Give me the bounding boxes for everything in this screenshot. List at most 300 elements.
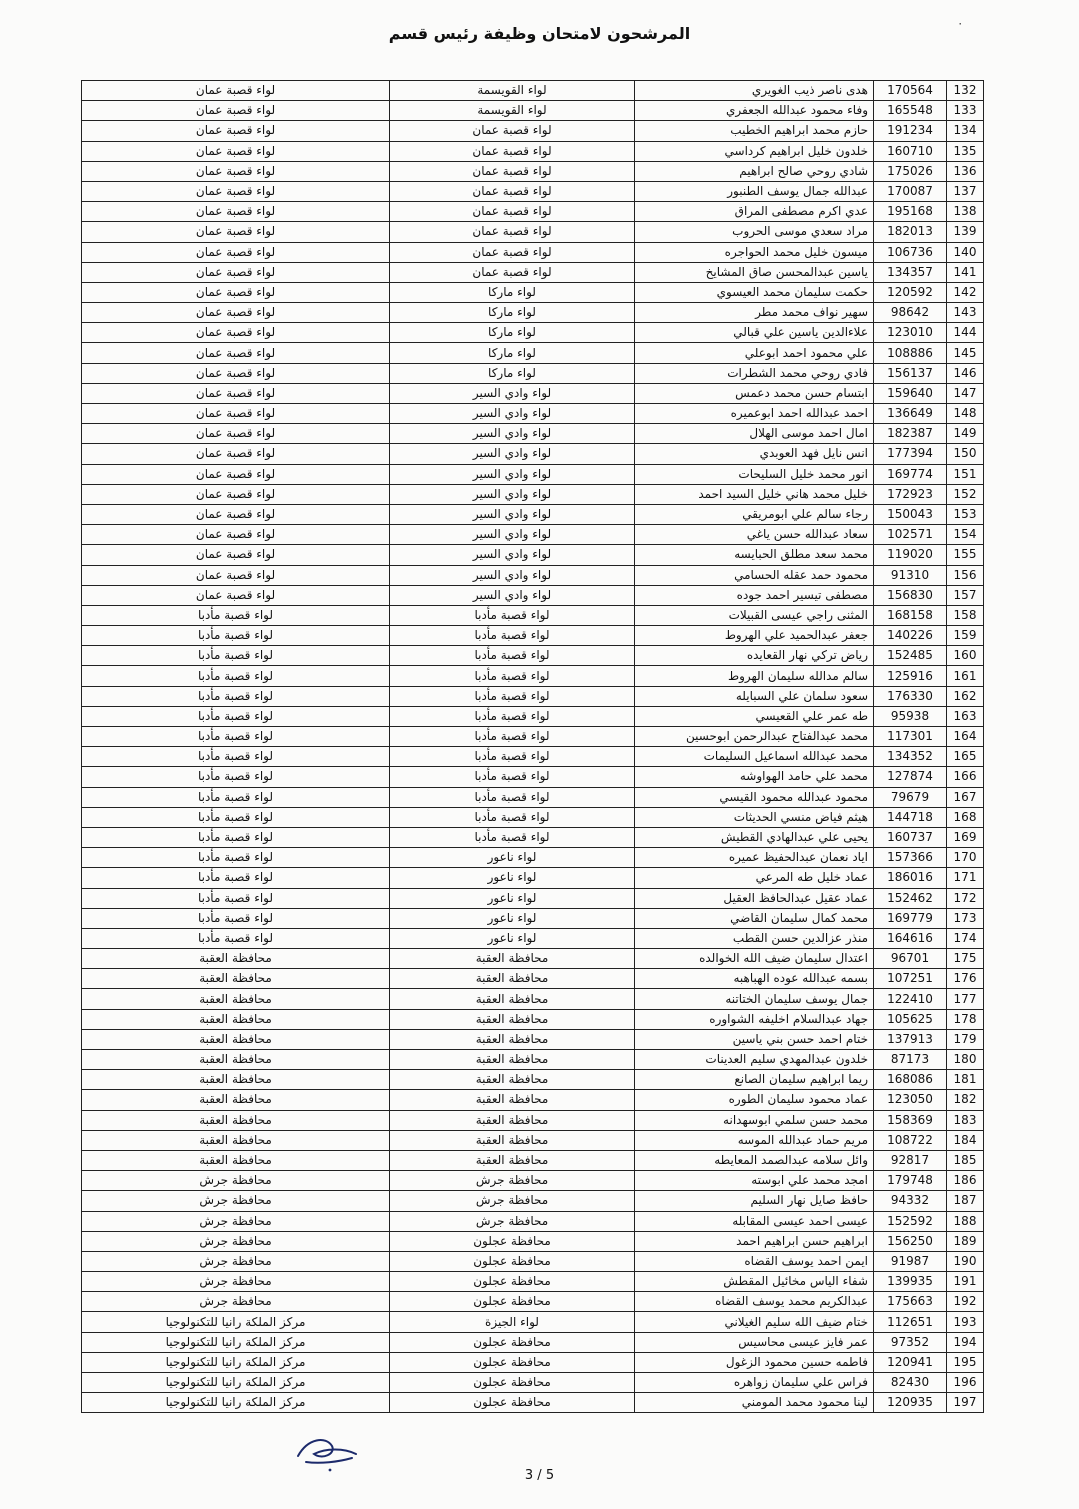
- candidate-id-cell: 160710: [874, 141, 947, 161]
- district-cell: لواء ناعور: [390, 868, 635, 888]
- candidate-id-cell: 108886: [874, 343, 947, 363]
- candidate-id-cell: 165548: [874, 101, 947, 121]
- table-row: [82, 686, 984, 706]
- exam-center-cell: لواء قصبة عمان: [82, 81, 390, 101]
- exam-center-cell: لواء قصبة عمان: [82, 545, 390, 565]
- table-row: [82, 202, 984, 222]
- table-row: [82, 1110, 984, 1130]
- exam-center-cell: لواء قصبة عمان: [82, 282, 390, 302]
- candidate-id-cell: 120935: [874, 1393, 947, 1413]
- candidate-name-cell: طه عمر علي القعيسي: [635, 706, 874, 726]
- candidate-name-cell: اعتدال سليمان ضيف الله الخوالده: [635, 949, 874, 969]
- table-row: [82, 101, 984, 121]
- candidate-name-cell: ايمن احمد يوسف القضاه: [635, 1251, 874, 1271]
- table-row: [82, 727, 984, 747]
- district-cell: محافظة العقبة: [390, 1050, 635, 1070]
- row-number-cell: 151: [947, 464, 984, 484]
- table-row: [82, 1130, 984, 1150]
- candidate-name-cell: علاءالدين ياسين علي قبالي: [635, 323, 874, 343]
- candidate-id-cell: 92817: [874, 1150, 947, 1170]
- district-cell: لواء وادي السير: [390, 565, 635, 585]
- candidate-name-cell: محمود حمد عقله الحسامي: [635, 565, 874, 585]
- exam-center-cell: محافظة العقبة: [82, 1050, 390, 1070]
- table-row: [82, 1332, 984, 1352]
- district-cell: لواء قصبة مأدبا: [390, 767, 635, 787]
- candidate-id-cell: 175026: [874, 161, 947, 181]
- row-number-cell: 136: [947, 161, 984, 181]
- exam-center-cell: محافظة جرش: [82, 1191, 390, 1211]
- row-number-cell: 182: [947, 1090, 984, 1110]
- district-cell: لواء قصبة عمان: [390, 161, 635, 181]
- exam-center-cell: لواء قصبة عمان: [82, 343, 390, 363]
- exam-center-cell: مركز الملكة رانيا للتكنولوجيا: [82, 1312, 390, 1332]
- row-number-cell: 157: [947, 585, 984, 605]
- candidate-name-cell: خلدون خليل ابراهيم كرداسي: [635, 141, 874, 161]
- candidate-name-cell: خلدون عبدالمهدي سليم العدينات: [635, 1050, 874, 1070]
- table-row: [82, 747, 984, 767]
- row-number-cell: 191: [947, 1272, 984, 1292]
- table-row: [82, 444, 984, 464]
- page-title: المرشحون لامتحان وظيفة رئيس قسم: [388, 24, 691, 43]
- candidate-name-cell: انور محمد خليل السليحات: [635, 464, 874, 484]
- exam-center-cell: لواء قصبة عمان: [82, 262, 390, 282]
- candidate-name-cell: حازم محمد ابراهيم الخطيب: [635, 121, 874, 141]
- candidate-name-cell: وائل سلامه عبدالصمد المعايطه: [635, 1150, 874, 1170]
- candidate-id-cell: 108722: [874, 1130, 947, 1150]
- candidate-name-cell: امجد محمد علي ابوسته: [635, 1171, 874, 1191]
- candidate-id-cell: 157366: [874, 848, 947, 868]
- candidate-name-cell: فاطمه حسين محمود الزغول: [635, 1352, 874, 1372]
- exam-center-cell: لواء قصبة مأدبا: [82, 727, 390, 747]
- district-cell: محافظة جرش: [390, 1191, 635, 1211]
- candidate-id-cell: 156830: [874, 585, 947, 605]
- table-row: [82, 646, 984, 666]
- candidate-id-cell: 105625: [874, 1009, 947, 1029]
- candidate-id-cell: 112651: [874, 1312, 947, 1332]
- candidate-name-cell: سهير نواف محمد مطر: [635, 303, 874, 323]
- exam-center-cell: لواء قصبة مأدبا: [82, 626, 390, 646]
- row-number-cell: 138: [947, 202, 984, 222]
- table-row: [82, 343, 984, 363]
- candidate-id-cell: 186016: [874, 868, 947, 888]
- candidate-id-cell: 140226: [874, 626, 947, 646]
- candidate-id-cell: 120592: [874, 282, 947, 302]
- exam-center-cell: لواء قصبة مأدبا: [82, 827, 390, 847]
- table-row: [82, 545, 984, 565]
- candidate-id-cell: 170087: [874, 181, 947, 201]
- district-cell: لواء وادي السير: [390, 383, 635, 403]
- table-row: [82, 787, 984, 807]
- candidate-id-cell: 123050: [874, 1090, 947, 1110]
- row-number-cell: 173: [947, 908, 984, 928]
- candidate-name-cell: عبدالله جمال يوسف الطنبور: [635, 181, 874, 201]
- district-cell: لواء قصبة عمان: [390, 242, 635, 262]
- exam-center-cell: لواء قصبة مأدبا: [82, 868, 390, 888]
- district-cell: لواء قصبة عمان: [390, 121, 635, 141]
- candidate-id-cell: 96701: [874, 949, 947, 969]
- table-row: [82, 666, 984, 686]
- candidate-name-cell: احمد عبدالله احمد ابوعميره: [635, 404, 874, 424]
- candidate-id-cell: 168158: [874, 605, 947, 625]
- table-row: [82, 989, 984, 1009]
- table-row: [82, 1352, 984, 1372]
- district-cell: لواء القويسمة: [390, 81, 635, 101]
- row-number-cell: 167: [947, 787, 984, 807]
- exam-center-cell: لواء قصبة عمان: [82, 585, 390, 605]
- table-row: [82, 1191, 984, 1211]
- candidate-id-cell: 158369: [874, 1110, 947, 1130]
- district-cell: لواء وادي السير: [390, 484, 635, 504]
- candidate-id-cell: 139935: [874, 1272, 947, 1292]
- table-row: [82, 1292, 984, 1312]
- table-row: [82, 1393, 984, 1413]
- row-number-cell: 147: [947, 383, 984, 403]
- table-row: [82, 888, 984, 908]
- candidate-name-cell: مراد سعدي موسى الحروب: [635, 222, 874, 242]
- table-row: [82, 827, 984, 847]
- table-row: [82, 1050, 984, 1070]
- candidate-name-cell: بسمه عبدالله عوده الهباهبه: [635, 969, 874, 989]
- candidate-id-cell: 91987: [874, 1251, 947, 1271]
- exam-center-cell: لواء قصبة عمان: [82, 121, 390, 141]
- row-number-cell: 181: [947, 1070, 984, 1090]
- exam-center-cell: لواء قصبة عمان: [82, 565, 390, 585]
- exam-center-cell: محافظة العقبة: [82, 1029, 390, 1049]
- row-number-cell: 140: [947, 242, 984, 262]
- district-cell: لواء وادي السير: [390, 464, 635, 484]
- exam-center-cell: محافظة العقبة: [82, 949, 390, 969]
- exam-center-cell: لواء قصبة عمان: [82, 424, 390, 444]
- candidate-name-cell: هيثم فياض منسي الحديثات: [635, 807, 874, 827]
- row-number-cell: 158: [947, 605, 984, 625]
- district-cell: لواء وادي السير: [390, 504, 635, 524]
- table-row: [82, 928, 984, 948]
- table-row: [82, 1009, 984, 1029]
- exam-center-cell: لواء قصبة عمان: [82, 323, 390, 343]
- district-cell: لواء قصبة عمان: [390, 222, 635, 242]
- candidate-name-cell: ميسون خليل محمد الحواجره: [635, 242, 874, 262]
- district-cell: لواء وادي السير: [390, 404, 635, 424]
- exam-center-cell: محافظة العقبة: [82, 989, 390, 1009]
- exam-center-cell: لواء قصبة مأدبا: [82, 767, 390, 787]
- row-number-cell: 135: [947, 141, 984, 161]
- candidate-name-cell: المثنى راجي عيسى القبيلات: [635, 605, 874, 625]
- candidate-name-cell: علي محمود احمد ابوعلي: [635, 343, 874, 363]
- candidate-id-cell: 82430: [874, 1373, 947, 1393]
- district-cell: محافظة العقبة: [390, 1090, 635, 1110]
- candidate-id-cell: 137913: [874, 1029, 947, 1049]
- exam-center-cell: محافظة العقبة: [82, 1130, 390, 1150]
- row-number-cell: 144: [947, 323, 984, 343]
- candidate-id-cell: 97352: [874, 1332, 947, 1352]
- candidate-name-cell: لينا محمود محمد المومني: [635, 1393, 874, 1413]
- row-number-cell: 192: [947, 1292, 984, 1312]
- district-cell: لواء ناعور: [390, 888, 635, 908]
- candidate-id-cell: 102571: [874, 525, 947, 545]
- exam-center-cell: لواء قصبة عمان: [82, 383, 390, 403]
- table-row: [82, 383, 984, 403]
- candidate-name-cell: ختام ضيف الله سليم الغيلاني: [635, 1312, 874, 1332]
- candidate-name-cell: سالم مدالله سليمان الهروط: [635, 666, 874, 686]
- candidate-name-cell: محمد عبدالله اسماعيل السليمات: [635, 747, 874, 767]
- row-number-cell: 146: [947, 363, 984, 383]
- table-row: [82, 242, 984, 262]
- row-number-cell: 143: [947, 303, 984, 323]
- candidate-id-cell: 176330: [874, 686, 947, 706]
- row-number-cell: 152: [947, 484, 984, 504]
- row-number-cell: 195: [947, 1352, 984, 1372]
- table-row: [82, 262, 984, 282]
- table-row: [82, 565, 984, 585]
- row-number-cell: 166: [947, 767, 984, 787]
- candidates-table-body: [82, 81, 984, 1413]
- district-cell: محافظة عجلون: [390, 1352, 635, 1372]
- row-number-cell: 141: [947, 262, 984, 282]
- table-row: [82, 464, 984, 484]
- district-cell: لواء قصبة مأدبا: [390, 787, 635, 807]
- exam-center-cell: لواء قصبة عمان: [82, 101, 390, 121]
- exam-center-cell: لواء قصبة مأدبا: [82, 807, 390, 827]
- row-number-cell: 149: [947, 424, 984, 444]
- exam-center-cell: لواء قصبة مأدبا: [82, 706, 390, 726]
- candidate-id-cell: 120941: [874, 1352, 947, 1372]
- row-number-cell: 163: [947, 706, 984, 726]
- table-row: [82, 404, 984, 424]
- candidate-name-cell: عبدالكريم محمد يوسف القضاه: [635, 1292, 874, 1312]
- row-number-cell: 170: [947, 848, 984, 868]
- table-row: [82, 303, 984, 323]
- candidate-id-cell: 152462: [874, 888, 947, 908]
- district-cell: محافظة العقبة: [390, 1029, 635, 1049]
- exam-center-cell: لواء قصبة عمان: [82, 242, 390, 262]
- row-number-cell: 177: [947, 989, 984, 1009]
- exam-center-cell: لواء قصبة مأدبا: [82, 888, 390, 908]
- candidate-id-cell: 156137: [874, 363, 947, 383]
- candidate-name-cell: اياد نعمان عبدالحفيظ عميره: [635, 848, 874, 868]
- candidate-name-cell: وفاء محمود عبدالله الجعفري: [635, 101, 874, 121]
- district-cell: لواء وادي السير: [390, 424, 635, 444]
- candidate-id-cell: 79679: [874, 787, 947, 807]
- exam-center-cell: لواء قصبة مأدبا: [82, 787, 390, 807]
- exam-center-cell: محافظة العقبة: [82, 969, 390, 989]
- exam-center-cell: محافظة العقبة: [82, 1150, 390, 1170]
- district-cell: لواء وادي السير: [390, 525, 635, 545]
- table-row: [82, 525, 984, 545]
- district-cell: لواء قصبة عمان: [390, 202, 635, 222]
- exam-center-cell: مركز الملكة رانيا للتكنولوجيا: [82, 1332, 390, 1352]
- district-cell: لواء ناعور: [390, 848, 635, 868]
- row-number-cell: 169: [947, 827, 984, 847]
- exam-center-cell: لواء قصبة عمان: [82, 222, 390, 242]
- district-cell: لواء قصبة مأدبا: [390, 807, 635, 827]
- exam-center-cell: محافظة العقبة: [82, 1070, 390, 1090]
- candidate-id-cell: 195168: [874, 202, 947, 222]
- candidate-id-cell: 152592: [874, 1211, 947, 1231]
- candidate-name-cell: شادي روحي صالح ابراهيم: [635, 161, 874, 181]
- district-cell: لواء قصبة مأدبا: [390, 646, 635, 666]
- district-cell: لواء ناعور: [390, 928, 635, 948]
- row-number-cell: 132: [947, 81, 984, 101]
- exam-center-cell: محافظة العقبة: [82, 1110, 390, 1130]
- district-cell: لواء ماركا: [390, 282, 635, 302]
- candidate-name-cell: امال احمد موسى الهلال: [635, 424, 874, 444]
- table-row: [82, 141, 984, 161]
- candidate-name-cell: منذر عزالدين حسن القطب: [635, 928, 874, 948]
- district-cell: لواء وادي السير: [390, 444, 635, 464]
- candidate-id-cell: 156250: [874, 1231, 947, 1251]
- candidate-name-cell: عماد خليل طه المرعي: [635, 868, 874, 888]
- candidate-name-cell: ابتسام حسن محمد دعمس: [635, 383, 874, 403]
- district-cell: محافظة عجلون: [390, 1332, 635, 1352]
- candidate-id-cell: 179748: [874, 1171, 947, 1191]
- candidate-id-cell: 87173: [874, 1050, 947, 1070]
- candidate-name-cell: ياسين عبدالمحسن صاق المشايخ: [635, 262, 874, 282]
- district-cell: محافظة عجلون: [390, 1393, 635, 1413]
- candidate-id-cell: 119020: [874, 545, 947, 565]
- candidate-id-cell: 169774: [874, 464, 947, 484]
- district-cell: محافظة العقبة: [390, 969, 635, 989]
- exam-center-cell: محافظة جرش: [82, 1272, 390, 1292]
- candidate-name-cell: عمر فايز عيسى محاسيس: [635, 1332, 874, 1352]
- row-number-cell: 190: [947, 1251, 984, 1271]
- district-cell: محافظة العقبة: [390, 1150, 635, 1170]
- table-row: [82, 1251, 984, 1271]
- table-row: [82, 222, 984, 242]
- candidate-id-cell: 168086: [874, 1070, 947, 1090]
- candidate-id-cell: 152485: [874, 646, 947, 666]
- table-row: [82, 1231, 984, 1251]
- candidate-name-cell: انس نايل فهد العوبدي: [635, 444, 874, 464]
- candidate-id-cell: 123010: [874, 323, 947, 343]
- candidate-name-cell: عدي اكرم مصطفى المراق: [635, 202, 874, 222]
- row-number-cell: 175: [947, 949, 984, 969]
- candidate-id-cell: 98642: [874, 303, 947, 323]
- table-row: [82, 282, 984, 302]
- exam-center-cell: لواء قصبة مأدبا: [82, 908, 390, 928]
- district-cell: محافظة العقبة: [390, 1130, 635, 1150]
- table-row: [82, 181, 984, 201]
- table-row: [82, 1312, 984, 1332]
- candidate-name-cell: محمد كمال سليمان القاضي: [635, 908, 874, 928]
- candidate-id-cell: 91310: [874, 565, 947, 585]
- table-row: [82, 1150, 984, 1170]
- candidate-name-cell: فادي روحي محمد الشطرات: [635, 363, 874, 383]
- row-number-cell: 185: [947, 1150, 984, 1170]
- row-number-cell: 142: [947, 282, 984, 302]
- row-number-cell: 133: [947, 101, 984, 121]
- candidate-id-cell: 134352: [874, 747, 947, 767]
- candidate-id-cell: 169779: [874, 908, 947, 928]
- table-row: [82, 1211, 984, 1231]
- candidate-id-cell: 134357: [874, 262, 947, 282]
- row-number-cell: 134: [947, 121, 984, 141]
- row-number-cell: 159: [947, 626, 984, 646]
- district-cell: لواء ماركا: [390, 323, 635, 343]
- row-number-cell: 165: [947, 747, 984, 767]
- table-row: [82, 1070, 984, 1090]
- row-number-cell: 148: [947, 404, 984, 424]
- table-row: [82, 1373, 984, 1393]
- row-number-cell: 174: [947, 928, 984, 948]
- candidate-id-cell: 159640: [874, 383, 947, 403]
- candidate-name-cell: محمد عبدالفتاح عبدالرحمن ابوحسين: [635, 727, 874, 747]
- row-number-cell: 137: [947, 181, 984, 201]
- exam-center-cell: محافظة جرش: [82, 1231, 390, 1251]
- row-number-cell: 187: [947, 1191, 984, 1211]
- table-row: [82, 121, 984, 141]
- district-cell: محافظة عجلون: [390, 1292, 635, 1312]
- candidate-name-cell: جهاد عبدالسلام اخليفه الشواوره: [635, 1009, 874, 1029]
- candidate-id-cell: 127874: [874, 767, 947, 787]
- district-cell: محافظة عجلون: [390, 1251, 635, 1271]
- table-row: [82, 323, 984, 343]
- row-number-cell: 172: [947, 888, 984, 908]
- table-row: [82, 868, 984, 888]
- row-number-cell: 155: [947, 545, 984, 565]
- exam-center-cell: محافظة جرش: [82, 1171, 390, 1191]
- candidate-name-cell: حكمت سليمان محمد العيسوي: [635, 282, 874, 302]
- candidate-id-cell: 160737: [874, 827, 947, 847]
- district-cell: محافظة العقبة: [390, 1009, 635, 1029]
- table-row: [82, 1272, 984, 1292]
- table-row: [82, 161, 984, 181]
- district-cell: لواء ماركا: [390, 303, 635, 323]
- district-cell: محافظة العقبة: [390, 989, 635, 1009]
- row-number-cell: 150: [947, 444, 984, 464]
- row-number-cell: 189: [947, 1231, 984, 1251]
- candidate-id-cell: 164616: [874, 928, 947, 948]
- exam-center-cell: لواء قصبة عمان: [82, 444, 390, 464]
- candidate-name-cell: محمد سعد مطلق الحبايسه: [635, 545, 874, 565]
- exam-center-cell: مركز الملكة رانيا للتكنولوجيا: [82, 1352, 390, 1372]
- candidate-id-cell: 182387: [874, 424, 947, 444]
- district-cell: لواء قصبة مأدبا: [390, 727, 635, 747]
- row-number-cell: 154: [947, 525, 984, 545]
- candidate-name-cell: مصطفى تيسير احمد جوده: [635, 585, 874, 605]
- table-row: [82, 484, 984, 504]
- candidate-id-cell: 122410: [874, 989, 947, 1009]
- row-number-cell: 162: [947, 686, 984, 706]
- district-cell: محافظة جرش: [390, 1211, 635, 1231]
- candidate-id-cell: 136649: [874, 404, 947, 424]
- row-number-cell: 145: [947, 343, 984, 363]
- exam-center-cell: لواء قصبة عمان: [82, 202, 390, 222]
- table-row: [82, 585, 984, 605]
- candidate-id-cell: 172923: [874, 484, 947, 504]
- row-number-cell: 168: [947, 807, 984, 827]
- candidate-name-cell: جمال يوسف سليمان الختاتنه: [635, 989, 874, 1009]
- exam-center-cell: لواء قصبة عمان: [82, 525, 390, 545]
- exam-center-cell: محافظة جرش: [82, 1211, 390, 1231]
- candidate-id-cell: 106736: [874, 242, 947, 262]
- district-cell: محافظة جرش: [390, 1171, 635, 1191]
- candidate-name-cell: شفاء الياس مخائيل المقطش: [635, 1272, 874, 1292]
- candidate-name-cell: فراس علي سليمان زواهره: [635, 1373, 874, 1393]
- candidate-name-cell: حافظ صايل نهار السليم: [635, 1191, 874, 1211]
- candidate-name-cell: ريما ابراهيم سليمان الصانع: [635, 1070, 874, 1090]
- candidates-table: [81, 80, 984, 1413]
- candidate-id-cell: 94332: [874, 1191, 947, 1211]
- candidate-name-cell: محمد حسن سلمي ابوسهدانه: [635, 1110, 874, 1130]
- candidate-id-cell: 150043: [874, 504, 947, 524]
- table-row: [82, 605, 984, 625]
- row-number-cell: 186: [947, 1171, 984, 1191]
- district-cell: لواء قصبة مأدبا: [390, 626, 635, 646]
- table-row: [82, 807, 984, 827]
- district-cell: لواء قصبة مأدبا: [390, 827, 635, 847]
- exam-center-cell: لواء قصبة مأدبا: [82, 686, 390, 706]
- page-number: 3 / 5: [524, 1468, 555, 1483]
